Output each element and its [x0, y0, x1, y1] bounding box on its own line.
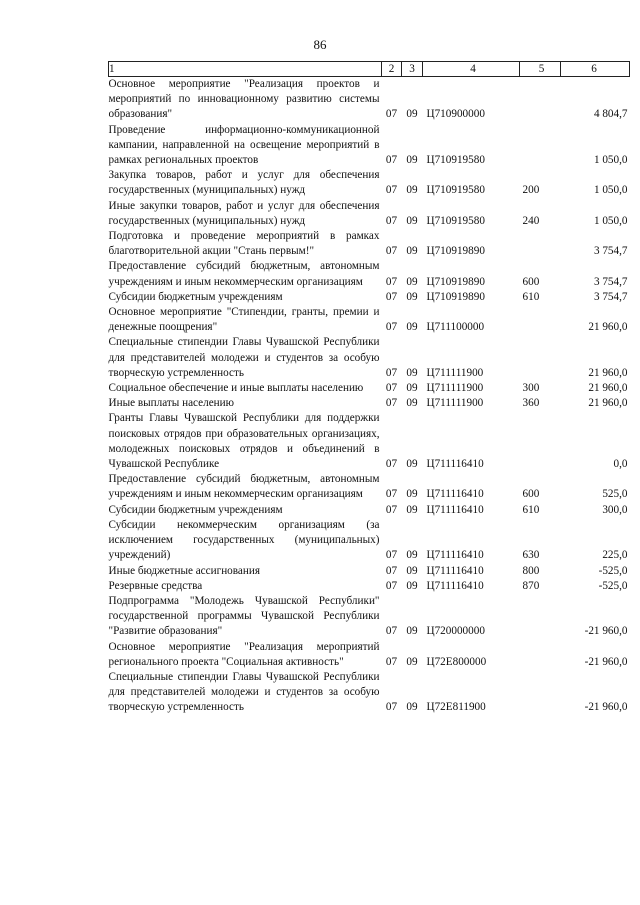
row-name: Субсидии бюджетным учреждениям	[108, 290, 283, 303]
row-section: 07	[385, 701, 398, 714]
row-amount: 21 960,0	[588, 382, 628, 395]
row-amount: 525,0	[602, 488, 628, 501]
row-name: Основное мероприятие "Реализация мероприятий регионального проекта "Социальная активность"	[108, 640, 380, 668]
row-section: 07	[385, 579, 398, 592]
row-name: Предоставление субсидий бюджетным, автономным учреждениям и иным некоммерческим организациям	[108, 260, 380, 288]
row-target-code: Ц711116410	[426, 488, 484, 501]
table-header	[109, 62, 630, 77]
row-section: 07	[385, 184, 398, 197]
row-name: Резервные средства	[108, 579, 203, 592]
table-row	[109, 411, 630, 472]
row-subsection: 09	[406, 564, 418, 577]
row-target-code: Ц720000000	[426, 625, 485, 638]
table-row	[109, 77, 630, 123]
row-subsection: 09	[406, 579, 418, 592]
table-row	[109, 396, 630, 411]
row-section: 07	[385, 488, 398, 501]
row-name: Основное мероприятие "Реализация проектов и мероприятий по инновационному развитию системы образования"	[108, 78, 380, 121]
row-amount: -21 960,0	[584, 701, 628, 714]
row-expense-type	[520, 411, 561, 472]
row-expense-type: 630	[522, 549, 540, 562]
row-expense-type	[520, 335, 561, 381]
table-row	[109, 670, 630, 716]
table-row	[109, 381, 630, 396]
row-subsection: 09	[406, 549, 418, 562]
row-subsection: 09	[406, 458, 418, 471]
row-section: 07	[385, 458, 398, 471]
budget-table	[108, 61, 630, 716]
header-row	[109, 62, 630, 77]
row-amount: -21 960,0	[584, 655, 628, 668]
row-section: 07	[385, 382, 398, 395]
row-amount: 300,0	[602, 503, 628, 516]
row-subsection: 09	[406, 154, 418, 167]
table-row	[109, 290, 630, 305]
row-expense-type: 240	[522, 214, 540, 227]
table-row	[109, 640, 630, 670]
row-target-code: Ц711116410	[426, 564, 484, 577]
row-target-code: Ц710919890	[426, 245, 485, 258]
row-name: Проведение информационно-коммуникационной кампании, направленной на освещение мероприятий в рамках региональных проектов	[108, 123, 380, 167]
header-col-1: 1	[109, 62, 382, 77]
header-col-5: 5	[520, 62, 561, 77]
row-subsection: 09	[406, 488, 418, 501]
row-expense-type	[520, 229, 561, 259]
row-name: Подпрограмма "Молодежь Чувашской Республики" государственной программы Чувашской Республики "Развитие образования"	[108, 594, 380, 638]
table-row	[109, 229, 630, 259]
row-amount: 1 050,0	[593, 184, 628, 197]
row-subsection: 09	[406, 290, 418, 303]
row-expense-type: 870	[522, 579, 540, 592]
table-row	[109, 564, 630, 579]
row-amount: 1 050,0	[593, 214, 628, 227]
row-subsection: 09	[406, 503, 418, 516]
row-expense-type: 600	[522, 488, 540, 501]
row-section: 07	[385, 564, 398, 577]
header-col-4: 4	[423, 62, 520, 77]
row-section: 07	[385, 108, 398, 121]
row-name: Специальные стипендии Главы Чувашской Республики для представителей молодежи и студентов за особую творческую устремленность	[108, 670, 380, 714]
row-expense-type: 360	[522, 397, 540, 410]
row-amount: -525,0	[598, 564, 628, 577]
row-target-code: Ц711116410	[426, 458, 484, 471]
row-target-code: Ц710919890	[426, 290, 485, 303]
row-section: 07	[385, 214, 398, 227]
row-target-code: Ц711100000	[426, 321, 485, 334]
row-amount: 3 754,7	[593, 275, 628, 288]
table-row	[109, 168, 630, 198]
row-section: 07	[385, 549, 398, 562]
row-target-code: Ц710919580	[426, 184, 485, 197]
table-row	[109, 503, 630, 518]
row-section: 07	[385, 625, 398, 638]
row-amount: 21 960,0	[588, 397, 628, 410]
row-expense-type	[520, 77, 561, 123]
row-section: 07	[385, 154, 398, 167]
table-row	[109, 472, 630, 502]
row-subsection: 09	[406, 214, 418, 227]
row-target-code: Ц711116410	[426, 579, 484, 592]
row-name: Подготовка и проведение мероприятий в рамках благотворительной акции "Стань первым!"	[108, 230, 380, 258]
row-expense-type	[520, 594, 561, 640]
row-expense-type	[520, 670, 561, 716]
header-col-3: 3	[402, 62, 423, 77]
row-subsection: 09	[406, 655, 418, 668]
row-target-code: Ц710919890	[426, 275, 485, 288]
table-row	[109, 594, 630, 640]
row-section: 07	[385, 245, 398, 258]
row-name: Субсидии некоммерческим организациям (за исключением государственных (муниципальных) учреждений)	[108, 518, 380, 562]
row-name: Основное мероприятие "Стипендии, гранты, премии и денежные поощрения"	[108, 306, 380, 334]
row-name: Специальные стипендии Главы Чувашской Республики для представителей молодежи и студентов за особую творческую устремленность	[108, 336, 380, 379]
table-body	[109, 77, 630, 716]
row-target-code: Ц72Е811900	[426, 701, 486, 714]
table-row	[109, 579, 630, 594]
row-section: 07	[385, 503, 398, 516]
row-name: Субсидии бюджетным учреждениям	[108, 503, 283, 516]
header-col-2: 2	[382, 62, 402, 77]
row-subsection: 09	[406, 625, 418, 638]
table-row	[109, 518, 630, 564]
row-expense-type: 610	[522, 503, 540, 516]
row-expense-type: 200	[522, 184, 540, 197]
row-target-code: Ц711111900	[426, 366, 484, 379]
row-amount: 3 754,7	[593, 245, 628, 258]
row-name: Иные выплаты населению	[108, 397, 234, 410]
row-amount: 1 050,0	[593, 154, 628, 167]
row-expense-type	[520, 123, 561, 169]
row-subsection: 09	[406, 382, 418, 395]
table-row	[109, 335, 630, 381]
page-number: 86	[313, 37, 327, 52]
row-subsection: 09	[406, 245, 418, 258]
row-name: Гранты Главы Чувашской Республики для поддержки поисковых отрядов при образовательных организациях, молодежных поисковых отрядов и объединений в Чувашской Республике	[108, 412, 380, 471]
row-subsection: 09	[406, 275, 418, 288]
row-amount: 21 960,0	[588, 321, 628, 334]
row-expense-type	[520, 305, 561, 335]
row-amount: -21 960,0	[584, 625, 628, 638]
row-expense-type: 800	[522, 564, 540, 577]
row-amount: 225,0	[602, 549, 628, 562]
row-section: 07	[385, 275, 398, 288]
row-amount: 21 960,0	[588, 366, 628, 379]
row-expense-type: 610	[522, 290, 540, 303]
row-name: Иные закупки товаров, работ и услуг для обеспечения государственных (муниципальных) нужд	[108, 199, 380, 227]
row-target-code: Ц711111900	[426, 397, 484, 410]
row-subsection: 09	[406, 397, 418, 410]
table-row	[109, 305, 630, 335]
row-target-code: Ц711116410	[426, 503, 484, 516]
row-target-code: Ц711116410	[426, 549, 484, 562]
row-amount: 0,0	[613, 458, 628, 471]
row-amount: -525,0	[598, 579, 628, 592]
row-subsection: 09	[406, 108, 418, 121]
row-target-code: Ц710919580	[426, 154, 485, 167]
row-expense-type	[520, 640, 561, 670]
row-subsection: 09	[406, 366, 418, 379]
row-amount: 4 804,7	[593, 108, 628, 121]
row-target-code: Ц711111900	[426, 382, 484, 395]
row-name: Иные бюджетные ассигнования	[108, 564, 260, 577]
row-amount: 3 754,7	[593, 290, 628, 303]
row-section: 07	[385, 655, 398, 668]
row-expense-type: 600	[522, 275, 540, 288]
row-name: Закупка товаров, работ и услуг для обеспечения государственных (муниципальных) нужд	[108, 169, 380, 197]
table-row	[109, 199, 630, 229]
row-section: 07	[385, 366, 398, 379]
row-subsection: 09	[406, 321, 418, 334]
header-col-6: 6	[561, 62, 630, 77]
row-target-code: Ц710900000	[426, 108, 485, 121]
row-subsection: 09	[406, 184, 418, 197]
row-section: 07	[385, 397, 398, 410]
row-name: Предоставление субсидий бюджетным, автономным учреждениям и иным некоммерческим организациям	[108, 473, 380, 501]
table-row	[109, 259, 630, 289]
row-section: 07	[385, 321, 398, 334]
row-subsection: 09	[406, 701, 418, 714]
row-expense-type: 300	[522, 382, 540, 395]
row-section: 07	[385, 290, 398, 303]
row-target-code: Ц710919580	[426, 214, 485, 227]
row-target-code: Ц72Е800000	[426, 655, 487, 668]
row-name: Социальное обеспечение и иные выплаты населению	[108, 382, 364, 395]
table-row	[109, 123, 630, 169]
